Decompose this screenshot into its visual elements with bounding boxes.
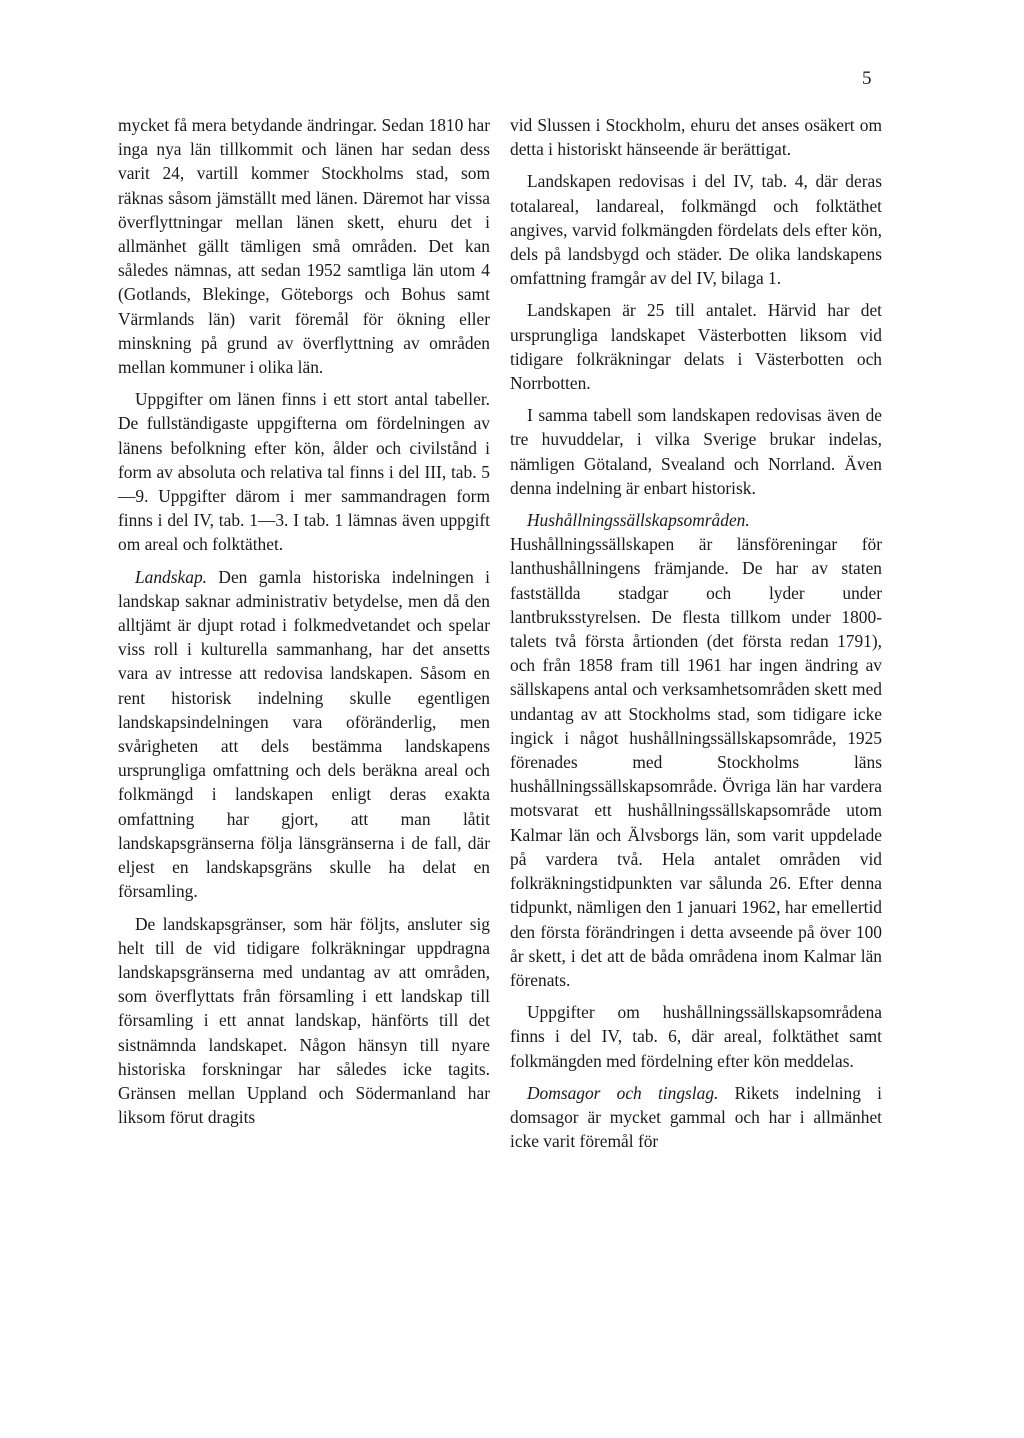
left-paragraph-3 bbox=[118, 565, 490, 904]
left-paragraph-1-text: mycket få mera betydande ändringar. Sedan 1810 har inga nya län tillkommit och länen har sedan dess varit 24, vartill kommer Stockholms stad, som räknas såsom jämställt med länen. Däremot har vissa överflyttningar mellan länen skett, ehuru det i allmänhet gällt tämligen små områden. Det kan således nämnas, att sedan 1952 samtliga län utom 4 (Gotlands, Blekinge, Göteborgs och Bohus samt Värmlands län) varit föremål för ökning eller minskning på grund av överflyttning av områden mellan kommuner i olika län. bbox=[118, 115, 490, 378]
left-column bbox=[118, 113, 490, 1129]
section-heading-hushallningssallskapsomraden: Hushållningssällskapsområden. bbox=[527, 510, 750, 531]
right-paragraph-7 bbox=[510, 1081, 882, 1154]
right-paragraph-4 bbox=[510, 403, 882, 500]
right-paragraph-2-text: Landskapen redovisas i del IV, tab. 4, där deras totalareal, landareal, folkmängd och folktäthet angives, varvid folkmängden fördelats dels efter kön, dels på landsbygd och städer. De olika landskapens omfattning framgår av del IV, bilaga 1. bbox=[510, 171, 882, 289]
right-paragraph-3 bbox=[510, 298, 882, 395]
left-paragraph-3-text: Den gamla historiska indelningen i landskap saknar administrativ betydelse, men då den alltjämt är djupt rotad i folkmedvetandet och spelar viss roll i kulturella sammanhang, har det ansetts vara av intresse att redovisa landskapen. Såsom en rent historisk indelning skulle egentligen landskapsindelningen vara oföränderlig, men svårigheten att dels bestämma landskapens ursprungliga omfattning och dels beräkna areal och folkmängd i landskapen enligt deras exakta omfattning har gjort, att man låtit landskapsgränserna följa länsgränserna i de fall, där eljest en landskapsgräns skulle ha delat en församling. bbox=[118, 566, 490, 902]
left-paragraph-1 bbox=[118, 113, 490, 379]
right-paragraph-7-text: Rikets indelning i domsagor är mycket gammal och har i allmänhet icke varit föremål för bbox=[510, 1082, 882, 1152]
left-paragraph-4 bbox=[118, 912, 490, 1130]
right-paragraph-1 bbox=[510, 113, 882, 161]
left-paragraph-2 bbox=[118, 387, 490, 556]
right-paragraph-1-text: vid Slussen i Stockholm, ehuru det anses osäkert om detta i historiskt hänseende är berättigat. bbox=[510, 115, 882, 160]
right-paragraph-2 bbox=[510, 169, 882, 290]
right-column bbox=[510, 113, 882, 1153]
right-paragraph-4-text: I samma tabell som landskapen redovisas även de tre huvuddelar, i vilka Sverige brukar indelas, nämligen Götaland, Svealand och Norrland. Även denna indelning är enbart historisk. bbox=[510, 405, 882, 498]
left-paragraph-4-text: De landskapsgränser, som här följts, ansluter sig helt till de vid tidigare folkräkningar uppdragna landskapsgränserna med undantag av att områden, som överflyttats från församling i ett landskap till församling i ett annat landskap, hänförts till det sistnämnda landskapet. Någon hänsyn till nyare historiska forskningar har således icke tagits. Gränsen mellan Uppland och Södermanland har liksom förut dragits bbox=[118, 913, 490, 1128]
page-number: 5 bbox=[862, 68, 872, 89]
right-paragraph-6-text: Uppgifter om hushållningssällskapsområdena finns i del IV, tab. 6, där areal, folktäthet samt folkmängden med fördelning efter kön meddelas. bbox=[510, 1002, 882, 1071]
right-paragraph-5 bbox=[510, 508, 882, 992]
section-heading-domsagor-och-tingslag: Domsagor och tingslag. bbox=[527, 1082, 719, 1103]
right-paragraph-6 bbox=[510, 1000, 882, 1073]
right-paragraph-3-text: Landskapen är 25 till antalet. Härvid har det ursprungliga landskapet Västerbotten liksom vid tidigare folkräkningar delats i Västerbotten och Norrbotten. bbox=[510, 300, 882, 394]
section-heading-landskap: Landskap. bbox=[135, 566, 207, 587]
right-paragraph-5-text: Hushållningssällskapen är länsföreningar för lanthushållningens främjande. De har av staten fastställda stadgar och lyder under lantbruksstyrelsen. De flesta tillkom under 1800-talets två första årtionden (det första redan 1791), och från 1858 fram till 1961 har ingen ändring av sällskapens antal och verksamhetsområden skett med undantag av att Stockholms stad, som tidigare icke ingick i något hushållningssällskapsområde, 1925 förenades med Stockholms läns hushållningssällskapsområde. Övriga län har vardera motsvarat ett hushållningssällskapsområde utom Kalmar län och Älvsborgs län, som varit uppdelade på vardera två. Hela antalet områden vid folkräkningstidpunkten var sålunda 26. Efter denna tidpunkt, nämligen den 1 januari 1962, har emellertid den första förändringen i detta avseende på över 100 år skett, i det att de båda områdena inom Kalmar län förenats. bbox=[510, 534, 882, 990]
left-paragraph-2-text: Uppgifter om länen finns i ett stort antal tabeller. De fullständigaste uppgifterna om fördelningen av länens befolkning efter kön, ålder och civilstånd i form av absoluta och relativa tal finns i del III, tab. 5—9. Uppgifter därom i mer sammandragen form finns i del IV, tab. 1—3. I tab. 1 lämnas även uppgift om areal och folktäthet. bbox=[118, 389, 490, 555]
